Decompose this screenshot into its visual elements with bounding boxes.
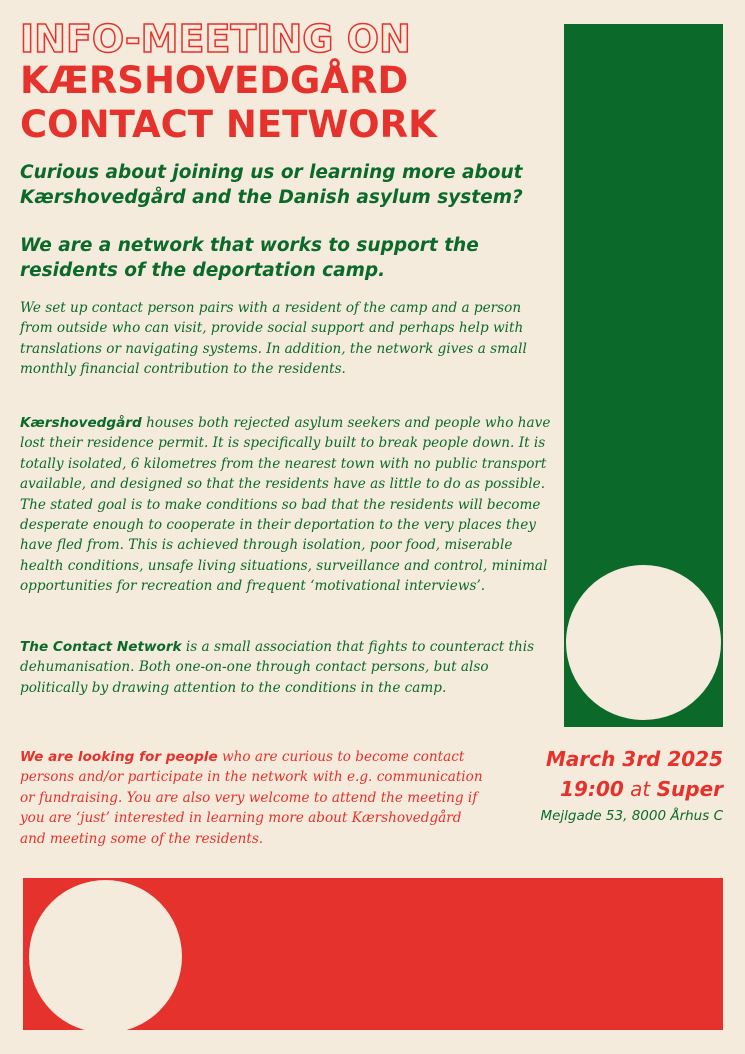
body-paragraph-camp	[20, 413, 555, 597]
call-to-action-emphasis: We are looking for people	[20, 749, 218, 765]
body-paragraph-network	[20, 637, 555, 698]
network-name-emphasis: The Contact Network	[20, 639, 182, 655]
lead-question: Curious about joining us or learning more about Kærshovedgård and the Danish asylum system?	[20, 162, 523, 208]
event-at: at	[623, 777, 657, 801]
title-line-3: CONTACT NETWORK	[20, 103, 437, 146]
call-to-action-paragraph	[20, 747, 490, 849]
green-bar-circle-graphic	[566, 565, 721, 720]
event-date: March 3rd 2025	[545, 747, 723, 771]
title-line-2: KÆRSHOVEDGÅRD	[20, 59, 409, 102]
lead-statement: We are a network that works to support the residents of the deportation camp.	[20, 235, 479, 281]
call-to-action-text: who are curious to become contact persons and/or participate in the network with e.g. communication or fundraising. You are also very welcome to attend the meeting if you are ‘just’ interested in learning more about Kærshovedgård and meeting some of the residents.	[20, 749, 483, 847]
event-time: 19:00	[560, 777, 624, 801]
body-paragraph-contact-pairs: We set up contact person pairs with a resident of the camp and a person from outside who can visit, provide social support and perhaps help with translations or navigating systems. In addition, the network gives a small monthly financial contribution to the residents.	[20, 300, 527, 378]
event-address: Mejlgade 53, 8000 Århus C	[540, 808, 723, 824]
title-line-1: INFO-MEETING ON	[20, 17, 411, 61]
camp-description: houses both rejected asylum seekers and people who have lost their residence permit. It is specifically built to break people down. It is totally isolated, 6 kilometres from the nearest town with no public transport available, and designed so that the residents have as little to do as possible. The stated goal is to make conditions so bad that the residents will become desperate enough to cooperate in their deportation to the very places they have fled from. This is achieved through isolation, poor food, miserable health conditions, unsafe living situations, surveillance and control, minimal opportunities for recreation and frequent ‘motivational interviews’.	[20, 415, 551, 595]
camp-name-emphasis: Kærshovedgård	[20, 415, 142, 431]
red-bar-circle-graphic	[29, 880, 182, 1033]
network-description: is a small association that fights to counteract this dehumanisation. Both one-on-one through contact persons, but also politically by drawing attention to the conditions in the camp.	[20, 639, 535, 696]
event-venue: Super	[656, 777, 723, 801]
event-time-venue	[560, 775, 723, 803]
